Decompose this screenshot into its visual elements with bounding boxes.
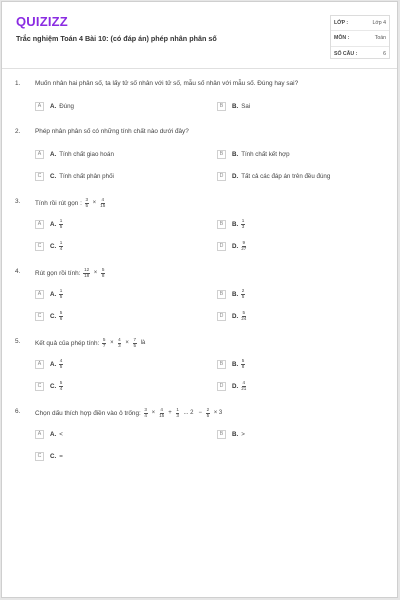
option-text: Sai <box>241 102 251 110</box>
option-box: C <box>35 382 44 391</box>
option-box: A <box>35 290 44 299</box>
option-box: A <box>35 430 44 439</box>
option-text: Tính chất giao hoán <box>59 150 114 158</box>
option-letter: A. <box>50 430 57 438</box>
option-a[interactable] <box>35 288 63 300</box>
option-letter: D. <box>232 172 239 180</box>
fraction: $\frac{4}{3}$ <box>118 337 121 348</box>
option-c[interactable] <box>35 380 63 392</box>
question-text-wrap <box>35 268 105 278</box>
fraction: $\frac{5}{8}$ <box>101 267 105 278</box>
option-d[interactable] <box>217 240 246 252</box>
meta-label: MÔN : <box>334 35 350 42</box>
question-text: Tính rồi rút gọn : <box>35 199 82 207</box>
option-c[interactable] <box>35 310 63 322</box>
option-letter: A. <box>50 220 57 228</box>
option-letter: A. <box>50 360 57 368</box>
operator: × <box>125 340 129 347</box>
option-fraction: $\frac{5}{24}$ <box>241 309 247 321</box>
meta-value: Toán <box>374 35 386 42</box>
fraction: $\frac{1}{3}$ <box>176 407 179 418</box>
question-number: 3. <box>15 198 21 205</box>
option-box: A <box>35 360 44 369</box>
meta-value: Lớp 4 <box>372 20 386 27</box>
option-box: C <box>35 242 44 251</box>
worksheet-page <box>1 1 398 598</box>
option-letter: D. <box>232 382 239 390</box>
operator: × <box>110 340 114 347</box>
option-a[interactable] <box>35 148 114 160</box>
option-a[interactable] <box>35 100 74 112</box>
meta-row-class <box>331 16 389 31</box>
option-fraction: $\frac{2}{5}$ <box>241 287 245 299</box>
option-fraction: $\frac{4}{5}$ <box>59 357 63 369</box>
option-text: Tính chất phân phối <box>59 172 114 180</box>
option-c[interactable] <box>35 450 63 462</box>
option-box: B <box>217 102 226 111</box>
operator: + <box>168 410 172 417</box>
option-fraction: $\frac{5}{4}$ <box>59 379 63 391</box>
question-text: Kết quả của phép tính: <box>35 339 100 347</box>
option-box: D <box>217 312 226 321</box>
option-c[interactable] <box>35 170 114 182</box>
blank-and-number: ... 2 <box>183 410 194 417</box>
option-fraction: $\frac{4}{21}$ <box>241 379 247 391</box>
option-letter: C. <box>50 242 57 250</box>
fraction: $\frac{5}{7}$ <box>102 337 106 348</box>
meta-row-subject <box>331 31 389 46</box>
fraction: $\frac{3}{4}$ <box>144 407 147 418</box>
question-text: Chọn dấu thích hợp điền vào ô trống: <box>35 409 141 417</box>
option-letter: C. <box>50 172 57 180</box>
option-b[interactable] <box>217 148 290 160</box>
fraction: $\frac{4}{15}$ <box>159 407 165 418</box>
question-number: 5. <box>15 338 21 345</box>
option-letter: C. <box>50 312 57 320</box>
option-box: C <box>35 172 44 181</box>
operator: − <box>198 410 202 417</box>
meta-value: 6 <box>383 50 386 57</box>
option-letter: B. <box>232 290 239 298</box>
option-letter: B. <box>232 430 239 438</box>
option-b[interactable] <box>217 218 245 230</box>
option-text: Đúng <box>59 102 74 110</box>
option-box: B <box>217 150 226 159</box>
option-box: B <box>217 290 226 299</box>
operator: × <box>151 410 156 417</box>
quizizz-logo: QUIZIZZ <box>16 14 68 29</box>
question-text-wrap <box>35 338 146 348</box>
option-box: B <box>217 430 226 439</box>
meta-row-count <box>331 47 389 61</box>
option-letter: C. <box>50 452 57 460</box>
option-letter: C. <box>50 382 57 390</box>
option-box: B <box>217 220 226 229</box>
option-box: C <box>35 312 44 321</box>
question-text: Rút gọn rồi tính: <box>35 269 81 277</box>
operator: × <box>93 270 98 277</box>
worksheet-title: Trắc nghiệm Toán 4 Bài 10: (có đáp án) phép nhân phân số <box>16 34 217 43</box>
option-box: A <box>35 220 44 229</box>
option-d[interactable] <box>217 170 330 182</box>
option-letter: A. <box>50 102 57 110</box>
option-box: A <box>35 102 44 111</box>
option-text: > <box>241 430 245 438</box>
option-fraction: $\frac{9}{27}$ <box>241 239 247 251</box>
question-text: Phép nhân phân số có những tính chất nào dưới đây? <box>35 128 189 135</box>
option-letter: B. <box>232 102 239 110</box>
option-a[interactable] <box>35 358 63 370</box>
option-a[interactable] <box>35 218 63 230</box>
option-box: A <box>35 150 44 159</box>
option-letter: B. <box>232 150 239 158</box>
option-fraction: $\frac{1}{4}$ <box>59 239 63 251</box>
option-b[interactable] <box>217 428 245 440</box>
suffix-text: là <box>140 340 146 347</box>
fraction: $\frac{7}{5}$ <box>133 337 136 348</box>
option-text: Tính chất kết hợp <box>241 150 290 158</box>
option-c[interactable] <box>35 240 63 252</box>
question-number: 1. <box>15 80 21 87</box>
question-number: 4. <box>15 268 21 275</box>
meta-table <box>330 15 390 59</box>
option-b[interactable] <box>217 100 250 112</box>
question-number: 6. <box>15 408 21 415</box>
option-fraction: $\frac{5}{8}$ <box>241 357 245 369</box>
option-fraction: $\frac{5}{6}$ <box>59 309 63 321</box>
option-letter: A. <box>50 150 57 158</box>
fraction: $\frac{2}{5}$ <box>206 407 210 418</box>
option-b[interactable] <box>217 358 245 370</box>
option-d[interactable] <box>217 380 246 392</box>
option-text: < <box>59 430 63 438</box>
option-fraction: $\frac{1}{5}$ <box>59 217 63 229</box>
operator: × <box>92 200 97 207</box>
option-letter: A. <box>50 290 57 298</box>
question-number: 2. <box>15 128 21 135</box>
fraction: $\frac{12}{18}$ <box>84 267 90 278</box>
option-text: = <box>59 452 63 460</box>
meta-label: LỚP : <box>334 20 349 27</box>
header-divider <box>2 68 397 69</box>
option-box: D <box>217 382 226 391</box>
option-text: Tất cả các đáp án trên đều đúng <box>241 172 331 180</box>
option-letter: B. <box>232 220 239 228</box>
question-text: Muốn nhân hai phân số, ta lấy tử số nhân với tử số, mẫu số nhân với mẫu số. Đúng hay sai? <box>35 80 299 87</box>
option-box: C <box>35 452 44 461</box>
option-box: D <box>217 242 226 251</box>
question-text-wrap <box>35 198 105 208</box>
option-letter: D. <box>232 242 239 250</box>
question-text-wrap <box>35 408 223 418</box>
option-d[interactable] <box>217 310 246 322</box>
operator: × 3 <box>213 410 223 417</box>
option-box: B <box>217 360 226 369</box>
option-fraction: $\frac{1}{3}$ <box>241 217 245 229</box>
meta-label: SỐ CÂU : <box>334 50 358 57</box>
option-fraction: $\frac{1}{5}$ <box>59 287 63 299</box>
option-letter: B. <box>232 360 239 368</box>
option-box: D <box>217 172 226 181</box>
fraction: $\frac{3}{5}$ <box>85 197 89 208</box>
option-b[interactable] <box>217 288 245 300</box>
fraction: $\frac{4}{15}$ <box>100 197 106 208</box>
option-a[interactable] <box>35 428 63 440</box>
option-letter: D. <box>232 312 239 320</box>
